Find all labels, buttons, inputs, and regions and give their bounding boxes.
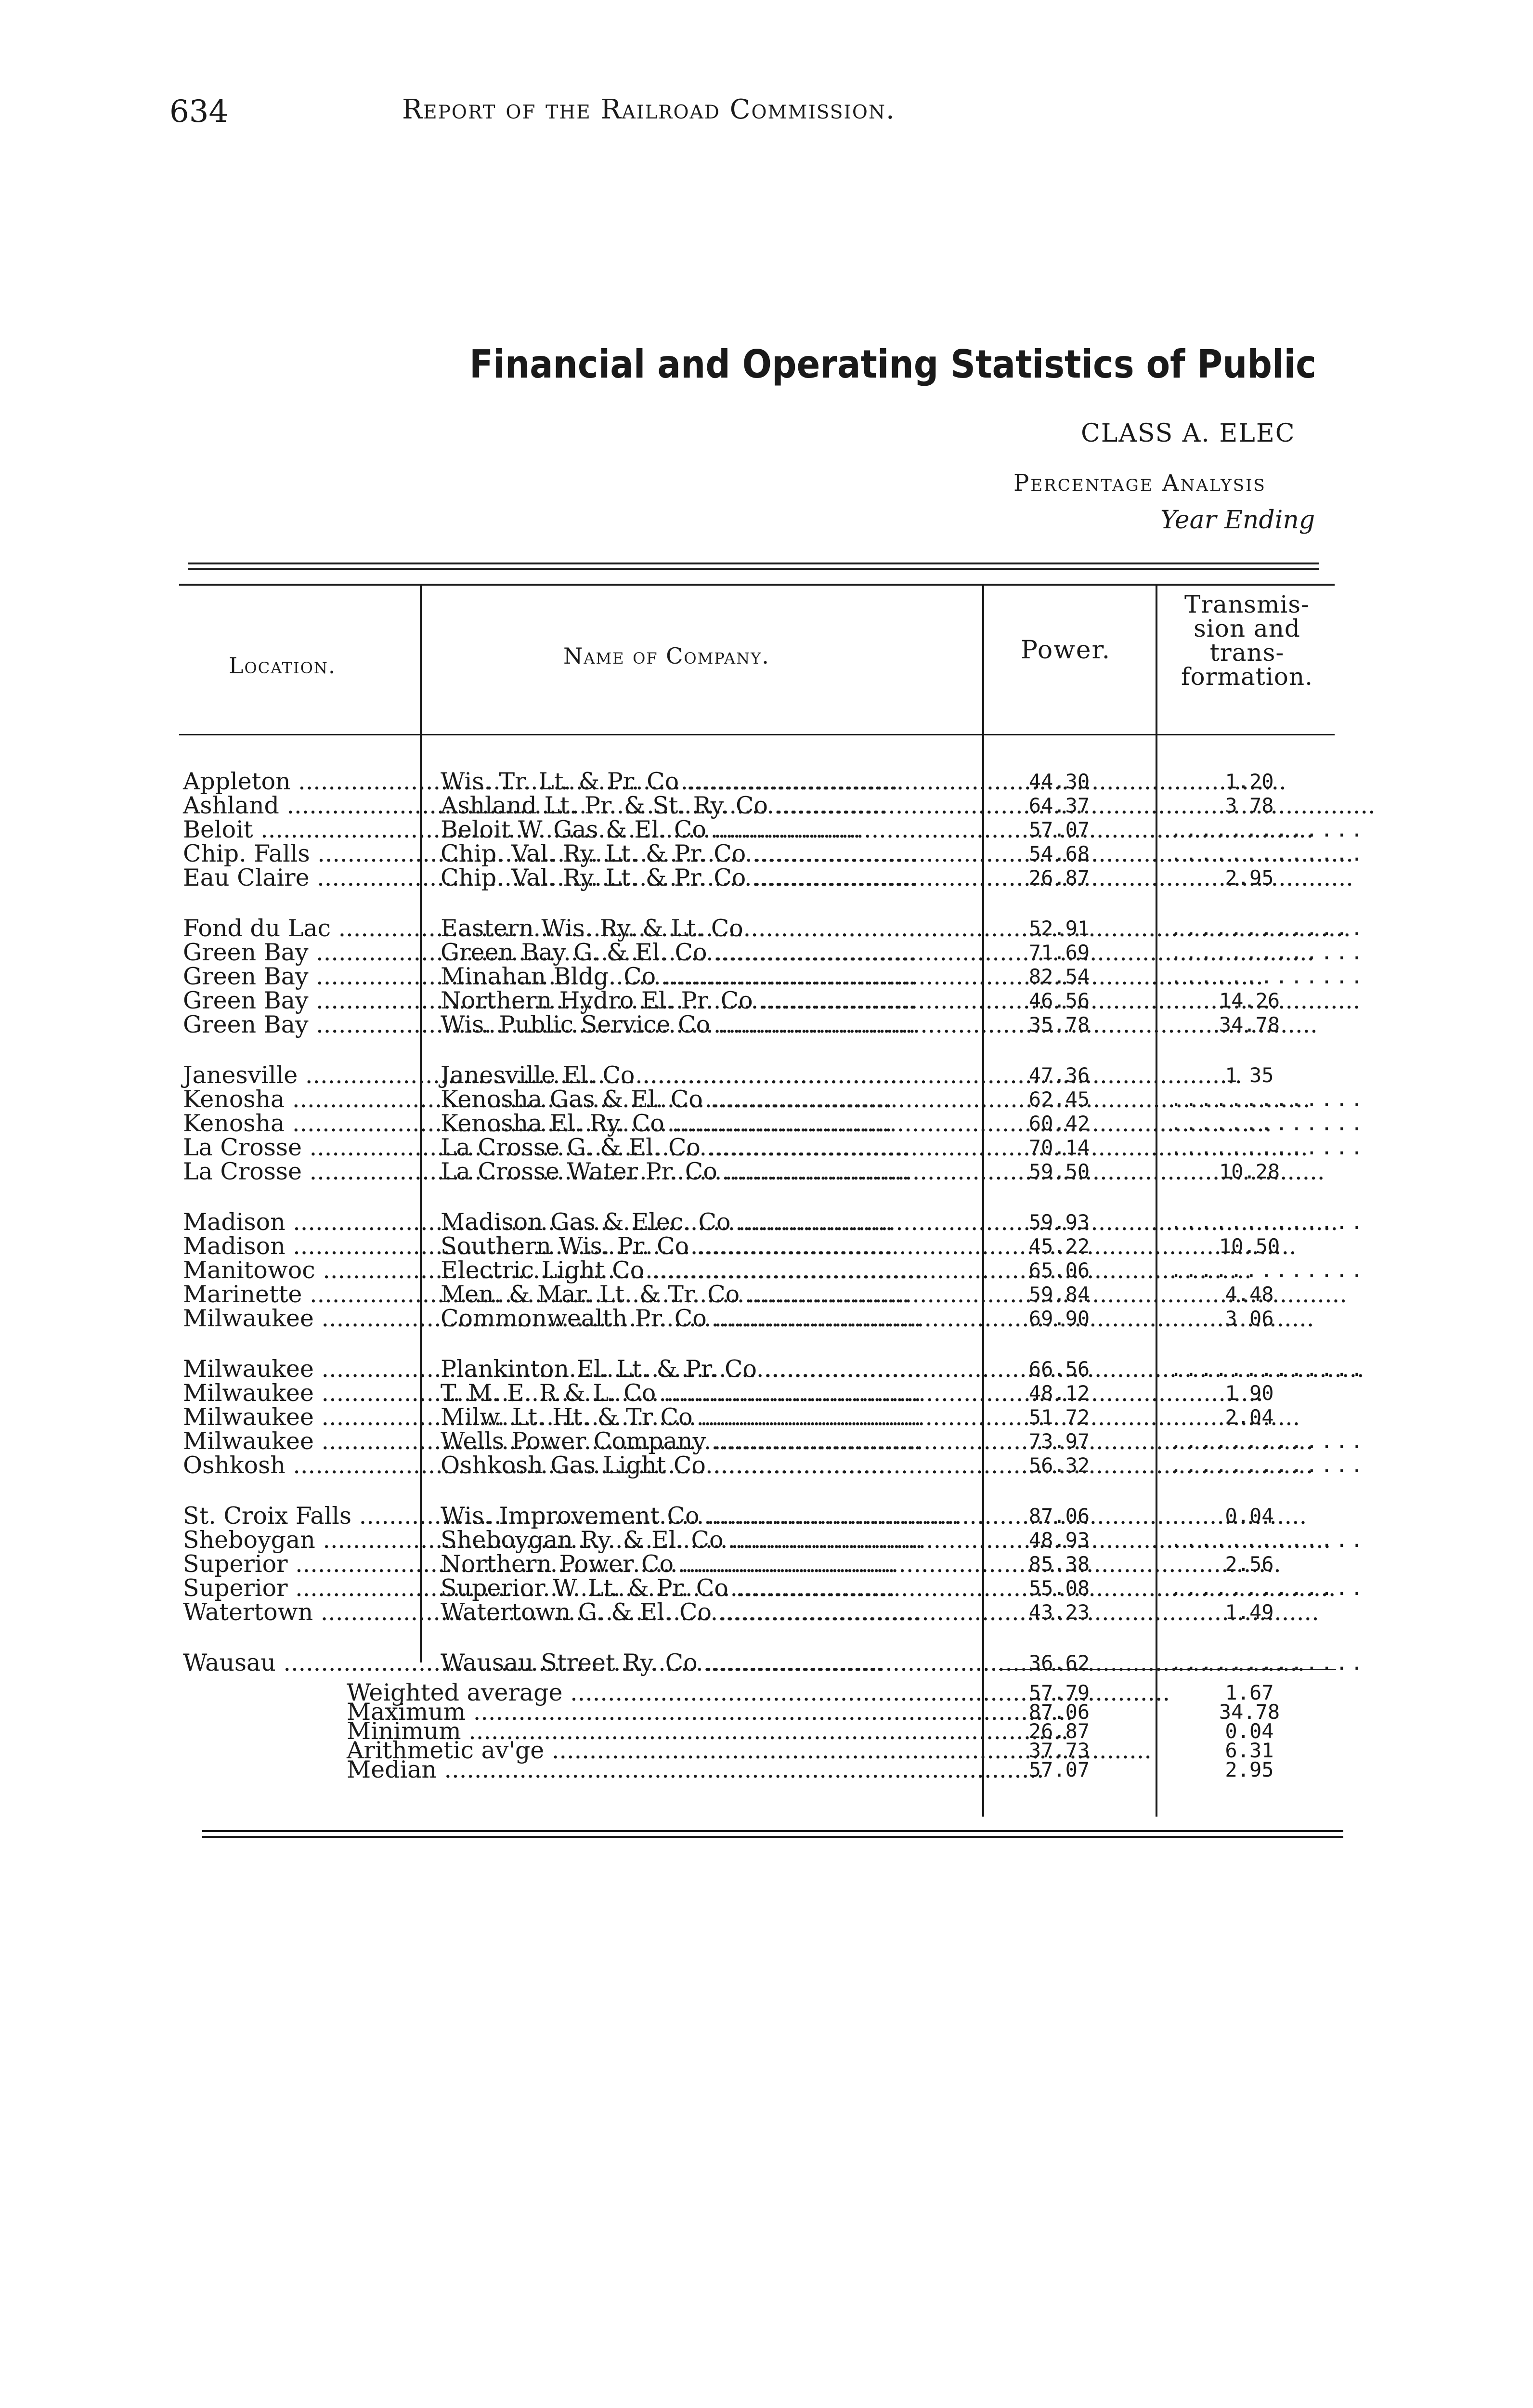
- location-cell: Madison .....: [183, 1210, 419, 1234]
- table-row: [0, 1063, 1533, 1087]
- table-row: [0, 794, 1533, 818]
- company-name-cell: Men. & Mar. Lt. & Tr. Co .....: [441, 1283, 980, 1307]
- transmission-cell: .............: [1170, 1210, 1366, 1234]
- location-cell: Eau Claire .....: [183, 866, 419, 890]
- column-header-name: Name of Company.: [563, 643, 770, 669]
- summary-label: Maximum .....: [347, 1700, 987, 1724]
- table-row: [0, 842, 1533, 866]
- company-name-cell: Madison Gas & Elec. Co .....: [441, 1210, 980, 1234]
- summary-transmission: 6.31: [1225, 1739, 1274, 1762]
- location-cell: Watertown .....: [183, 1600, 419, 1624]
- location-cell: Green Bay .....: [183, 1013, 419, 1037]
- location-cell: Green Bay .....: [183, 989, 419, 1013]
- location-cell: Manitowoc .....: [183, 1258, 419, 1283]
- transmission-cell: .............: [1170, 1576, 1366, 1600]
- table-row: [0, 1405, 1533, 1429]
- power-cell: 69.90: [1028, 1307, 1090, 1330]
- company-name-cell: Kenosha Gas & El. Co .....: [441, 1087, 980, 1112]
- transmission-cell: 2.56: [1225, 1552, 1274, 1576]
- table-row: [0, 1258, 1533, 1283]
- table-top-rule-3: [179, 584, 1335, 586]
- location-cell: Sheboygan .....: [183, 1528, 419, 1552]
- location-cell: Fond du Lac .....: [183, 916, 419, 941]
- class-line: CLASS A. ELEC: [1081, 419, 1296, 448]
- company-name-cell: La Crosse Water Pr. Co .....: [441, 1160, 980, 1184]
- analysis-subtitle: Percentage Analysis: [1013, 470, 1266, 497]
- location-cell: Milwaukee .....: [183, 1405, 419, 1429]
- transmission-cell: .............: [1170, 1357, 1366, 1381]
- table-row: [0, 1453, 1533, 1478]
- location-cell: Oshkosh .....: [183, 1453, 419, 1478]
- location-cell: Milwaukee .....: [183, 1357, 419, 1381]
- year-ending: Year Ending: [1160, 506, 1315, 535]
- summary-label: Minimum .....: [347, 1719, 987, 1743]
- transmission-cell: 0.04: [1225, 1504, 1274, 1528]
- location-cell: Superior .....: [183, 1552, 419, 1576]
- header-bottom-rule: [179, 734, 1335, 735]
- company-name-cell: Watertown G. & El. Co .....: [441, 1600, 980, 1624]
- company-name-cell: Commonwealth Pr. Co .....: [441, 1307, 980, 1331]
- location-cell: Milwaukee .....: [183, 1381, 419, 1405]
- power-cell: 48.93: [1028, 1528, 1090, 1552]
- location-cell: Chip. Falls .....: [183, 842, 419, 866]
- company-name-cell: Chip. Val. Ry. Lt. & Pr. Co .....: [441, 842, 980, 866]
- power-cell: 62.45: [1028, 1087, 1090, 1111]
- transmission-cell: 2.95: [1225, 866, 1274, 890]
- transmission-cell: 2.04: [1225, 1405, 1274, 1429]
- power-cell: 46.56: [1028, 989, 1090, 1012]
- table-bottom-rule: [202, 1830, 1343, 1832]
- company-name-cell: Wis. Improvement Co .....: [441, 1504, 980, 1528]
- transmission-cell: 3 78: [1225, 794, 1274, 817]
- table-row: [0, 1234, 1533, 1258]
- location-cell: St. Croix Falls .....: [183, 1504, 419, 1528]
- transmission-cell: .............: [1170, 1453, 1366, 1477]
- transmission-cell: 1 90: [1225, 1381, 1274, 1405]
- power-cell: 36.62: [1028, 1651, 1090, 1675]
- page-number: 634: [169, 94, 229, 130]
- power-cell: 59.93: [1028, 1210, 1090, 1234]
- table-top-rule: [188, 563, 1319, 564]
- company-name-cell: Ashland Lt. Pr. & St. Ry. Co .....: [441, 794, 980, 818]
- table-row: [0, 1136, 1533, 1160]
- table-bottom-rule-2: [202, 1836, 1343, 1838]
- location-cell: Milwaukee .....: [183, 1429, 419, 1453]
- power-cell: 73.97: [1028, 1429, 1090, 1453]
- company-name-cell: Plankinton El. Lt. & Pr. Co .....: [441, 1357, 980, 1381]
- company-name-cell: Northern Hydro El. Pr. Co .....: [441, 989, 980, 1013]
- power-cell: 65.06: [1028, 1258, 1090, 1282]
- power-cell: 51 72: [1028, 1405, 1090, 1429]
- power-cell: 44.30: [1028, 770, 1090, 793]
- transmission-cell: .............: [1170, 1528, 1366, 1552]
- transmission-cell: 1 35: [1225, 1063, 1274, 1087]
- column-header-power: Power.: [1021, 636, 1111, 665]
- power-cell: 55.08: [1028, 1576, 1090, 1600]
- location-cell: Superior .....: [183, 1576, 419, 1600]
- power-cell: 66.56: [1028, 1357, 1090, 1381]
- transmission-cell: 10.28: [1219, 1160, 1280, 1183]
- power-cell: 43.23: [1028, 1600, 1090, 1624]
- location-cell: La Crosse .....: [183, 1160, 419, 1184]
- summary-transmission: 2.95: [1225, 1758, 1274, 1781]
- table-row: [0, 866, 1533, 890]
- power-cell: 70.14: [1028, 1136, 1090, 1159]
- table-row: [0, 916, 1533, 941]
- table-row: [0, 1112, 1533, 1136]
- company-name-cell: La Crosse G. & El. Co .....: [441, 1136, 980, 1160]
- company-name-cell: Wis. Tr. Lt. & Pr. Co .....: [441, 770, 980, 794]
- table-row: [0, 1600, 1533, 1624]
- company-name-cell: Milw. Lt. Ht. & Tr Co .....: [441, 1405, 980, 1429]
- transmission-cell: .............: [1170, 818, 1366, 841]
- table-row: [0, 1357, 1533, 1381]
- company-name-cell: Wells Power Company .....: [441, 1429, 980, 1453]
- power-cell: 71.69: [1028, 941, 1090, 964]
- transmission-cell: 1.20: [1225, 770, 1274, 793]
- location-cell: Green Bay .....: [183, 965, 419, 989]
- transmission-cell: .............: [1170, 941, 1366, 964]
- power-cell: 82.54: [1028, 965, 1090, 988]
- summary-transmission: 1.67: [1225, 1681, 1274, 1704]
- column-header-transmission: Transmis-sion and trans-formation.: [1181, 590, 1313, 691]
- power-cell: 54.68: [1028, 842, 1090, 865]
- page-title: Financial and Operating Statistics of Public: [469, 342, 1316, 387]
- company-name-cell: Minahan Bldg. Co .....: [441, 965, 980, 989]
- table-row: [0, 941, 1533, 965]
- location-cell: Marinette .....: [183, 1283, 419, 1307]
- location-cell: Beloit .....: [183, 818, 419, 842]
- transmission-cell: 4.48: [1225, 1283, 1274, 1306]
- power-cell: 26.87: [1028, 866, 1090, 890]
- location-cell: Wausau .....: [183, 1651, 419, 1675]
- transmission-cell: .............: [1170, 1112, 1366, 1135]
- company-name-cell: Chip. Val. Ry. Lt. & Pr. Co .....: [441, 866, 980, 890]
- company-name-cell: Wausau Street Ry. Co .....: [441, 1651, 980, 1675]
- table-top-rule-2: [188, 568, 1319, 570]
- table-row: [0, 1307, 1533, 1331]
- transmission-cell: .............: [1170, 1258, 1366, 1282]
- company-name-cell: Southern Wis. Pr. Co .....: [441, 1234, 980, 1258]
- company-name-cell: Janesville El. Co .....: [441, 1063, 980, 1087]
- transmission-cell: .............: [1170, 1651, 1366, 1675]
- power-cell: 47.36: [1028, 1063, 1090, 1087]
- summary-transmission: 34.78: [1219, 1700, 1280, 1724]
- power-cell: 85.38: [1028, 1552, 1090, 1576]
- transmission-cell: .............: [1170, 916, 1366, 940]
- transmission-cell: 34.78: [1219, 1013, 1280, 1036]
- transmission-cell: .............: [1170, 1087, 1366, 1111]
- transmission-cell: .............: [1170, 1429, 1366, 1453]
- power-cell: 60.42: [1028, 1112, 1090, 1135]
- transmission-cell: .............: [1170, 965, 1366, 988]
- summary-label: Arithmetic av'ge .....: [347, 1739, 987, 1763]
- location-cell: La Crosse .....: [183, 1136, 419, 1160]
- company-name-cell: Northern Power Co .....: [441, 1552, 980, 1576]
- power-cell: 87.06: [1028, 1504, 1090, 1528]
- transmission-cell: 10.50: [1219, 1234, 1280, 1258]
- location-cell: Appleton .....: [183, 770, 419, 794]
- summary-power: 87.06: [1028, 1700, 1090, 1724]
- table-row: [0, 1087, 1533, 1112]
- table-row: [0, 1013, 1533, 1037]
- summary-power: 26.87: [1028, 1719, 1090, 1743]
- table-row: [0, 1160, 1533, 1184]
- company-name-cell: Green Bay G. & El. Co .....: [441, 941, 980, 965]
- transmission-cell: 14.26: [1219, 989, 1280, 1012]
- power-cell: 35.78: [1028, 1013, 1090, 1036]
- transmission-cell: 1.49: [1225, 1600, 1274, 1624]
- summary-transmission: 0.04: [1225, 1719, 1274, 1743]
- summary-power: 57.79: [1028, 1681, 1090, 1704]
- location-cell: Janesville .....: [183, 1063, 419, 1087]
- running-head: Report of the Railroad Commission.: [402, 94, 896, 125]
- location-cell: Ashland .....: [183, 794, 419, 818]
- company-name-cell: Kenosha El. Ry. Co .....: [441, 1112, 980, 1136]
- location-cell: Madison .....: [183, 1234, 419, 1258]
- transmission-cell: .............: [1170, 1136, 1366, 1159]
- power-cell: 45.22: [1028, 1234, 1090, 1258]
- table-row: [0, 965, 1533, 989]
- transmission-cell: 3 06: [1225, 1307, 1274, 1330]
- company-name-cell: Oshkosh Gas Light Co .....: [441, 1453, 980, 1478]
- summary-power: 37.73: [1028, 1739, 1090, 1762]
- power-cell: 64.37: [1028, 794, 1090, 817]
- company-name-cell: Wis. Public Service Co .....: [441, 1013, 980, 1037]
- table-row: [0, 1576, 1533, 1600]
- location-cell: Kenosha .....: [183, 1087, 419, 1112]
- table-row: [0, 1283, 1533, 1307]
- power-cell: 48.12: [1028, 1381, 1090, 1405]
- table-row: [0, 770, 1533, 794]
- table-row: [0, 818, 1533, 842]
- table-row: [0, 1552, 1533, 1576]
- summary-label: Median .....: [347, 1758, 987, 1782]
- summary-label: Weighted average .....: [347, 1681, 987, 1705]
- table-row: [0, 989, 1533, 1013]
- company-name-cell: Electric Light Co .....: [441, 1258, 980, 1283]
- company-name-cell: T. M. E. R & L. Co .....: [441, 1381, 980, 1405]
- location-cell: Milwaukee .....: [183, 1307, 419, 1331]
- location-cell: Kenosha .....: [183, 1112, 419, 1136]
- company-name-cell: Beloit W. Gas & El. Co .....: [441, 818, 980, 842]
- power-cell: 52.91: [1028, 916, 1090, 940]
- company-name-cell: Sheboygan Ry. & El. Co .....: [441, 1528, 980, 1552]
- power-cell: 59.84: [1028, 1283, 1090, 1306]
- table-row: [0, 1528, 1533, 1552]
- company-name-cell: Eastern Wis. Ry. & Lt. Co .....: [441, 916, 980, 941]
- power-cell: 57.07: [1028, 818, 1090, 841]
- company-name-cell: Superior W. Lt. & Pr. Co .....: [441, 1576, 980, 1600]
- table-row: [0, 1210, 1533, 1234]
- column-header-location: Location.: [229, 653, 337, 679]
- table-row: [0, 1429, 1533, 1453]
- power-cell: 56.32: [1028, 1453, 1090, 1477]
- table-row: [0, 1504, 1533, 1528]
- summary-power: 57.07: [1028, 1758, 1090, 1781]
- location-cell: Green Bay .....: [183, 941, 419, 965]
- transmission-cell: .............: [1170, 842, 1366, 865]
- power-cell: 59.50: [1028, 1160, 1090, 1183]
- table-row: [0, 1381, 1533, 1405]
- table-row: [0, 1651, 1533, 1675]
